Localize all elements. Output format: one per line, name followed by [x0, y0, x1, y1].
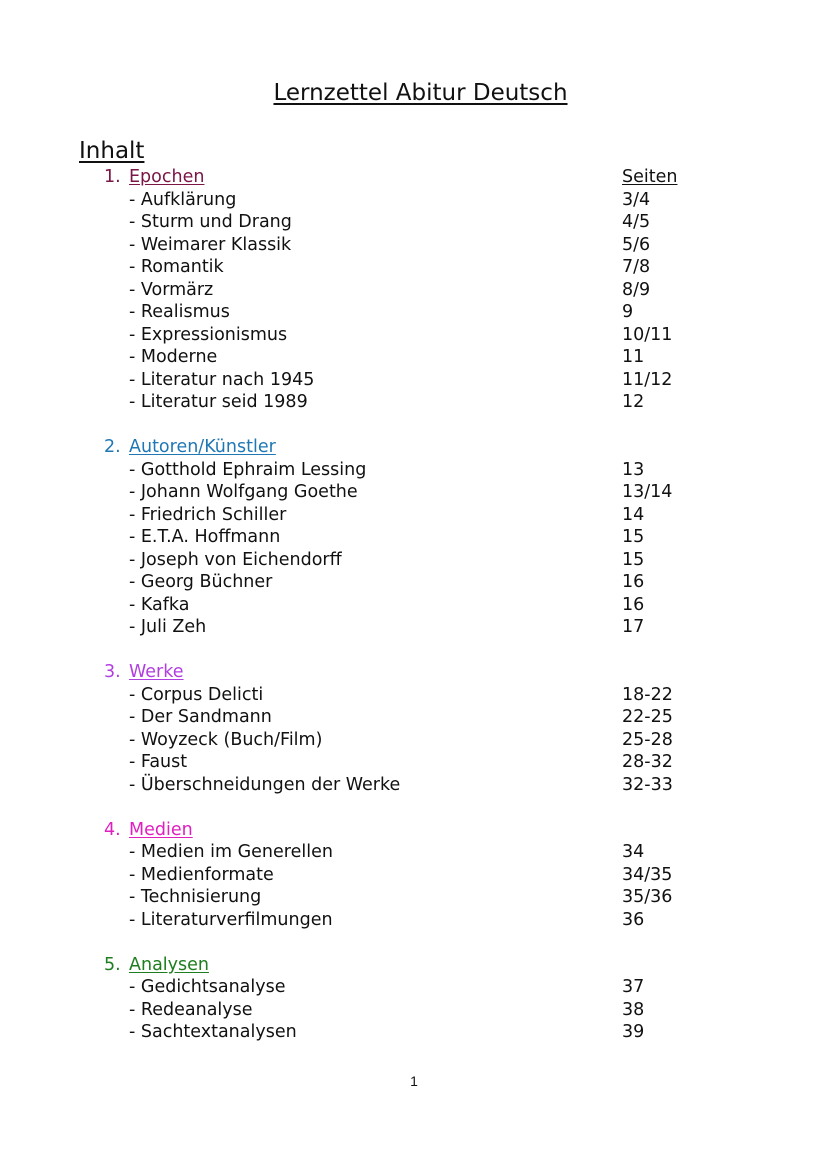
toc-section	[0, 661, 828, 796]
toc-entry	[0, 864, 828, 887]
toc-entry-label: - Literatur nach 1945	[129, 369, 315, 390]
page-number: 1	[410, 1073, 418, 1089]
toc-entry-pages: 13	[622, 459, 645, 480]
toc-entry-label: - E.T.A. Hoffmann	[129, 527, 281, 547]
toc-entry-pages: 38	[622, 999, 645, 1020]
section-heading	[0, 954, 828, 977]
toc-entry-label: - Corpus Delicti	[129, 684, 264, 705]
toc-entry-pages: 15	[622, 527, 645, 547]
toc-entry	[0, 774, 828, 797]
toc-entry	[0, 549, 828, 572]
toc-entry	[0, 391, 828, 414]
section-number: 2.	[104, 437, 121, 457]
toc-entry	[0, 841, 828, 864]
contents-heading: Inhalt	[79, 138, 145, 164]
section-heading	[0, 661, 828, 684]
toc-entry	[0, 189, 828, 212]
toc-entry-label: - Gedichtsanalyse	[129, 977, 286, 997]
toc-entry-label: - Romantik	[129, 257, 224, 277]
toc-entry-label: - Literatur seid 1989	[129, 392, 308, 412]
toc-entry-pages: 10/11	[622, 324, 673, 345]
toc-entry	[0, 504, 828, 527]
section-number: 4.	[104, 819, 121, 840]
section-number: 5.	[104, 954, 121, 975]
toc-entry-pages: 17	[622, 617, 645, 637]
toc-entry-label: - Kafka	[129, 594, 190, 615]
section-number: 1.	[104, 167, 121, 187]
toc-entry	[0, 279, 828, 302]
toc-entry-label: - Realismus	[129, 302, 230, 322]
toc-entry-label: - Johann Wolfgang Goethe	[129, 482, 358, 502]
section-heading	[0, 819, 828, 842]
toc-entry-pages: 5/6	[622, 234, 651, 255]
section-link[interactable]: Autoren/Künstler	[129, 437, 276, 457]
toc-entry-label: - Sturm und Drang	[129, 212, 292, 232]
toc-entry-label: - Friedrich Schiller	[129, 504, 287, 525]
toc-entry	[0, 301, 828, 324]
toc-entry-pages: 8/9	[622, 279, 651, 300]
toc-entry	[0, 706, 828, 729]
toc-entry-label: - Sachtextanalysen	[129, 1022, 297, 1042]
toc-entry	[0, 459, 828, 482]
section-link[interactable]: Epochen	[129, 167, 205, 187]
toc-entry-label: - Georg Büchner	[129, 572, 273, 592]
toc-entry	[0, 481, 828, 504]
toc-entry	[0, 526, 828, 549]
toc-entry-label: - Expressionismus	[129, 324, 288, 345]
section-heading	[0, 436, 828, 459]
section-heading	[0, 166, 828, 189]
toc-entry-label: - Der Sandmann	[129, 707, 272, 727]
toc-entry-label: - Redeanalyse	[129, 999, 253, 1020]
toc-entry-pages: 3/4	[622, 189, 651, 210]
toc-entry	[0, 751, 828, 774]
toc-section	[0, 436, 828, 639]
toc-entry-pages: 32-33	[622, 774, 673, 795]
toc-entry-pages: 36	[622, 909, 645, 930]
toc-entry-pages: 12	[622, 392, 645, 412]
toc-entry	[0, 571, 828, 594]
toc-section	[0, 819, 828, 932]
toc-entry	[0, 976, 828, 999]
toc-entry	[0, 886, 828, 909]
toc-entry	[0, 256, 828, 279]
toc-entry-label: - Vormärz	[129, 279, 214, 300]
section-link[interactable]: Werke	[129, 662, 184, 682]
toc-entry-label: - Gotthold Ephraim Lessing	[129, 459, 367, 480]
toc-entry	[0, 211, 828, 234]
toc-section	[0, 166, 828, 414]
toc-entry-label: - Medienformate	[129, 864, 274, 885]
toc-entry	[0, 234, 828, 257]
toc-entry-pages: 11/12	[622, 369, 673, 390]
toc-entry-pages: 11	[622, 347, 645, 367]
section-link[interactable]: Analysen	[129, 954, 209, 975]
toc-entry-label: - Woyzeck (Buch/Film)	[129, 729, 323, 750]
toc-entry-pages: 28-32	[622, 752, 673, 772]
toc-entry-label: - Faust	[129, 752, 188, 772]
toc-entry-pages: 37	[622, 977, 645, 997]
section-number: 3.	[104, 662, 121, 682]
document-title: Lernzettel Abitur Deutsch	[273, 80, 568, 106]
toc-entry-label: - Aufklärung	[129, 189, 237, 210]
toc-entry	[0, 729, 828, 752]
toc-entry	[0, 324, 828, 347]
toc-entry-pages: 22-25	[622, 707, 673, 727]
toc-entry	[0, 346, 828, 369]
table-of-contents	[0, 166, 828, 1066]
toc-entry-label: - Technisierung	[129, 887, 262, 907]
toc-entry-pages: 4/5	[622, 212, 651, 232]
toc-entry-label: - Juli Zeh	[129, 617, 207, 637]
toc-entry-pages: 16	[622, 572, 645, 592]
toc-entry-label: - Medien im Generellen	[129, 842, 333, 862]
toc-entry	[0, 1021, 828, 1044]
toc-entry-pages: 39	[622, 1022, 645, 1042]
toc-entry-pages: 35/36	[622, 887, 673, 907]
toc-entry-pages: 7/8	[622, 257, 651, 277]
toc-entry-pages: 13/14	[622, 482, 673, 502]
toc-entry-pages: 14	[622, 504, 645, 525]
toc-entry	[0, 999, 828, 1022]
toc-entry-label: - Literaturverfilmungen	[129, 909, 333, 930]
toc-entry	[0, 369, 828, 392]
toc-entry-pages: 25-28	[622, 729, 673, 750]
toc-entry-pages: 34	[622, 842, 645, 862]
toc-entry	[0, 909, 828, 932]
toc-entry-label: - Joseph von Eichendorff	[129, 549, 342, 570]
toc-entry	[0, 616, 828, 639]
toc-entry-label: - Überschneidungen der Werke	[129, 774, 401, 795]
toc-section	[0, 954, 828, 1044]
toc-entry-pages: 16	[622, 594, 645, 615]
toc-entry-pages: 34/35	[622, 864, 673, 885]
toc-entry-label: - Moderne	[129, 347, 218, 367]
toc-entry-pages: 9	[622, 302, 634, 322]
toc-entry-pages: 15	[622, 549, 645, 570]
pages-column-header: Seiten	[622, 167, 678, 187]
toc-entry	[0, 594, 828, 617]
toc-entry-label: - Weimarer Klassik	[129, 234, 292, 255]
section-link[interactable]: Medien	[129, 819, 193, 840]
toc-entry	[0, 684, 828, 707]
toc-entry-pages: 18-22	[622, 684, 673, 705]
